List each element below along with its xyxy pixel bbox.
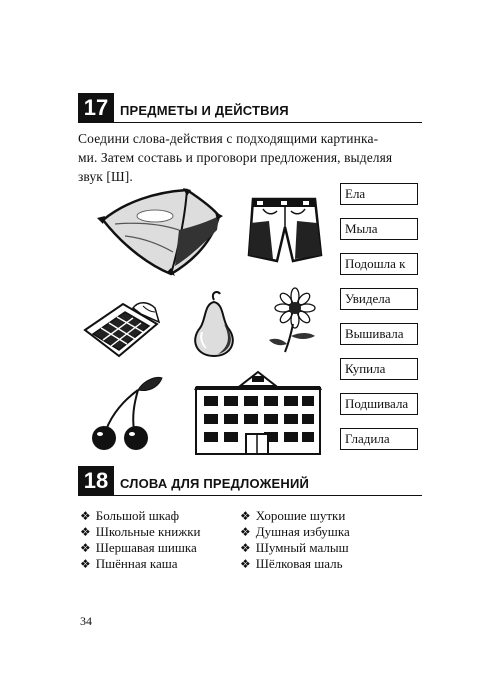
- section-17-title: ПРЕДМЕТЫ И ДЕЙСТВИЯ: [120, 103, 289, 118]
- word-box-gladila[interactable]: Гладила: [340, 428, 418, 450]
- phrase-text: Пшённая каша: [95, 556, 178, 571]
- word-box-ela[interactable]: Ела: [340, 183, 418, 205]
- phrase-item: [80, 540, 197, 556]
- bullet-icon: ❖: [240, 557, 251, 571]
- flower-picture[interactable]: [265, 288, 325, 354]
- section-17-number: 17: [78, 93, 114, 123]
- bullet-icon: ❖: [80, 509, 91, 523]
- instruction-line: звук [Ш].: [78, 169, 133, 184]
- cherries-picture[interactable]: [88, 374, 168, 454]
- bullet-icon: ❖: [80, 525, 91, 539]
- instruction-paragraph: [78, 129, 428, 186]
- word-box-vyshivala[interactable]: Вышивала: [340, 323, 418, 345]
- word-box-uvidela[interactable]: Увидела: [340, 288, 418, 310]
- phrase-text: Хорошие шутки: [255, 508, 346, 523]
- phrase-item: [80, 508, 179, 524]
- pear-picture[interactable]: [188, 290, 240, 358]
- page-number: 34: [80, 614, 92, 628]
- bullet-icon: ❖: [240, 541, 251, 555]
- phrase-item: [240, 540, 349, 556]
- phrase-text: Шёлковая шаль: [255, 556, 343, 571]
- phrase-text: Шумный малыш: [255, 540, 349, 555]
- phrase-text: Большой шкаф: [95, 508, 180, 523]
- chocolate-picture[interactable]: [83, 300, 161, 362]
- section-18-number: 18: [78, 466, 114, 496]
- bullet-icon: ❖: [80, 541, 91, 555]
- section-17-rule: [114, 122, 422, 123]
- bullet-icon: ❖: [240, 525, 251, 539]
- phrase-text: Шершавая шишка: [95, 540, 197, 555]
- bullet-icon: ❖: [80, 557, 91, 571]
- pillow-picture[interactable]: [95, 186, 225, 278]
- section-18-rule: [114, 495, 422, 496]
- shorts-picture[interactable]: [245, 193, 323, 265]
- school-building-picture[interactable]: [192, 370, 324, 456]
- phrase-item: [240, 508, 345, 524]
- phrase-item: [240, 524, 350, 540]
- phrase-item: [80, 524, 200, 540]
- word-box-kupila[interactable]: Купила: [340, 358, 418, 380]
- instruction-line: Соедини слова-действия с подходящими картинка-: [78, 131, 379, 146]
- phrase-item: [240, 556, 343, 572]
- phrase-item: [80, 556, 178, 572]
- instruction-line: ми. Затем составь и проговори предложения, выделяя: [78, 150, 393, 165]
- phrase-text: Душная избушка: [255, 524, 350, 539]
- word-box-podshivala[interactable]: Подшивала: [340, 393, 418, 415]
- bullet-icon: ❖: [240, 509, 251, 523]
- section-18-title: СЛОВА ДЛЯ ПРЕДЛОЖЕНИЙ: [120, 476, 310, 491]
- phrase-text: Школьные книжки: [95, 524, 201, 539]
- word-box-podoshla[interactable]: Подошла к: [340, 253, 418, 275]
- word-box-myla[interactable]: Мыла: [340, 218, 418, 240]
